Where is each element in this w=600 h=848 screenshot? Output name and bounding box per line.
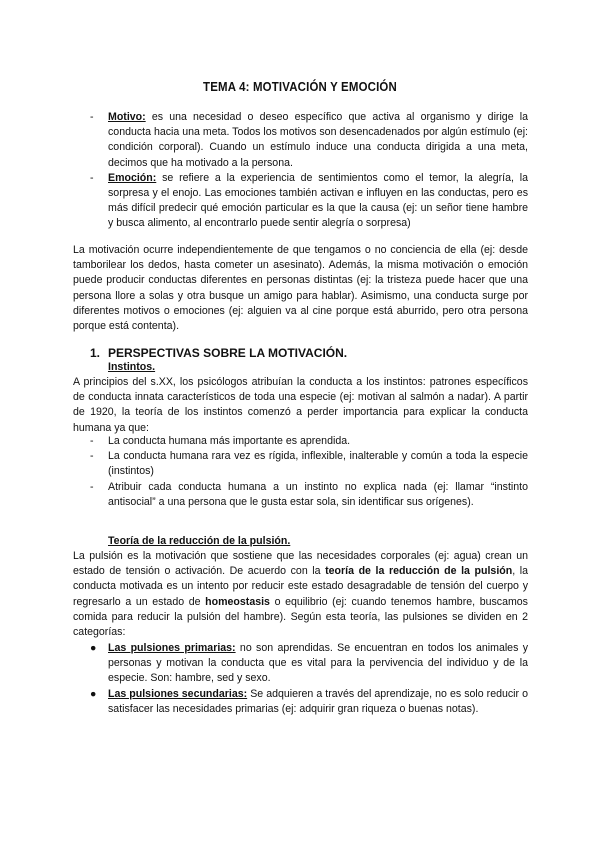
definition-text: es una necesidad o deseo específico que activa al organismo y dirige la conducta hacia una meta. Todos los motivos son desencadenados por algún estímulo (ej: condición corporal). Cuando un estímulo induce una conducta dirigida a una meta, decimos que ha motivado a la persona. <box>108 111 528 169</box>
list-marker: - <box>90 450 94 463</box>
page-title: TEMA 4: MOTIVACIÓN Y EMOCIÓN <box>203 79 397 94</box>
subheading-pulsion <box>108 534 290 549</box>
term-motivo: Motivo: <box>108 111 146 123</box>
list-item-text: La conducta humana más importante es aprendida. <box>108 435 351 447</box>
definitions-list <box>90 110 528 232</box>
subheading-instintos-text: Instintos. <box>108 361 156 373</box>
motivation-paragraph: La motivación ocurre independientemente de que tengamos o no conciencia de ella (ej: desde tamborilear los dedos, hasta cometer un asesinato). Además, la misma motivación o emoción puede producir conductas diferentes en personas distintas (ej: la tristeza puede hacer que una persona llore a solas y otra busque un amigo para hablar). Asimismo, una conducta surge por diferentes motivos o emociones (ej: alguien va al cine porque está aburrido, pero otra persona porque está contenta). <box>73 244 528 333</box>
pulsion-bold-2: homeostasis <box>205 595 270 608</box>
section-number: 1. <box>90 346 101 360</box>
term-emocion: Emoción: <box>108 171 157 184</box>
list-item-text: Se adquieren a través del aprendizaje, no es solo reducir o satisfacer las necesidades primarias (ej: adquirir gran riqueza o buenas notas). <box>108 687 528 715</box>
list-marker: - <box>90 111 94 123</box>
list-item-primarias <box>90 641 528 687</box>
list-marker: - <box>90 435 94 447</box>
list-item-emocion <box>90 171 528 232</box>
pulsion-text-3: o equilibrio (ej: cuando tenemos hambre, buscamos comida para reducir la pulsión del hambre). Según esta teoría, las pulsiones se dividen en 2 categorías: <box>73 595 528 639</box>
definition-text: se refiere a la experiencia de sentimientos como el temor, la alegría, la sorpresa y el enojo. Las emociones también activan e influyen en las conductas, pero es más difícil predecir qué emoción particular es la que la causa (ej: un señor tiene hambre y busca alimento, al encontrarlo puede sentir alegría o sorpresa) <box>108 171 528 230</box>
bullet-marker: ● <box>90 642 97 654</box>
list-item <box>90 480 528 510</box>
pulsion-list <box>90 641 528 717</box>
bullet-marker: ● <box>90 687 97 700</box>
pulsion-text-1: La pulsión es la motivación que sostiene que las necesidades corporales (ej: agua) crean un estado de tensión o activación. De acuerdo con la <box>73 550 528 578</box>
list-item-text: no son aprendidas. Se encuentran en todos los animales y personas y motivan la conducta que es vital para la pervivencia del individuo y de la especie. Son: hambre, sed y sexo. <box>108 642 528 685</box>
term-secundarias: Las pulsiones secundarias: <box>108 687 248 700</box>
term-primarias: Las pulsiones primarias: <box>108 642 236 654</box>
list-item-text: La conducta humana rara vez es rígida, inflexible, inalterable y común a toda la especie (instintos) <box>108 450 528 478</box>
list-item <box>90 434 528 449</box>
section-heading <box>90 345 347 361</box>
list-item-text: Atribuir cada conducta humana a un instinto no explica nada (ej: llamar “instinto antisocial” a una persona que le gusta estar sola, sin identificar sus orígenes). <box>108 480 528 508</box>
list-marker: - <box>90 480 94 493</box>
list-item <box>90 449 528 479</box>
pulsion-paragraph <box>73 549 528 640</box>
instintos-list <box>90 434 528 510</box>
pulsion-bold-1: teoría de la reducción de la pulsión <box>325 565 513 578</box>
subheading-pulsion-text: Teoría de la reducción de la pulsión. <box>108 535 291 547</box>
list-item-motivo <box>90 110 528 171</box>
list-marker: - <box>90 171 94 184</box>
pulsion-text-2: , la conducta motivada es un intento por reducir este estado desagradable de tensión del cuerpo y regresarlo a un estado de <box>73 565 528 608</box>
subheading-instintos <box>108 360 155 375</box>
instintos-paragraph: A principios del s.XX, los psicólogos atribuían la conducta a los instintos: patrones específicos de conducta innata característicos de toda una especie (ej: motivan al salmón a nadar). A partir de 1920, la teoría de los instintos comenzó a perder importancia para explicar la conducta humana ya que: <box>73 376 528 434</box>
section-title: PERSPECTIVAS SOBRE LA MOTIVACIÓN. <box>108 346 348 360</box>
list-item-secundarias <box>90 687 528 717</box>
